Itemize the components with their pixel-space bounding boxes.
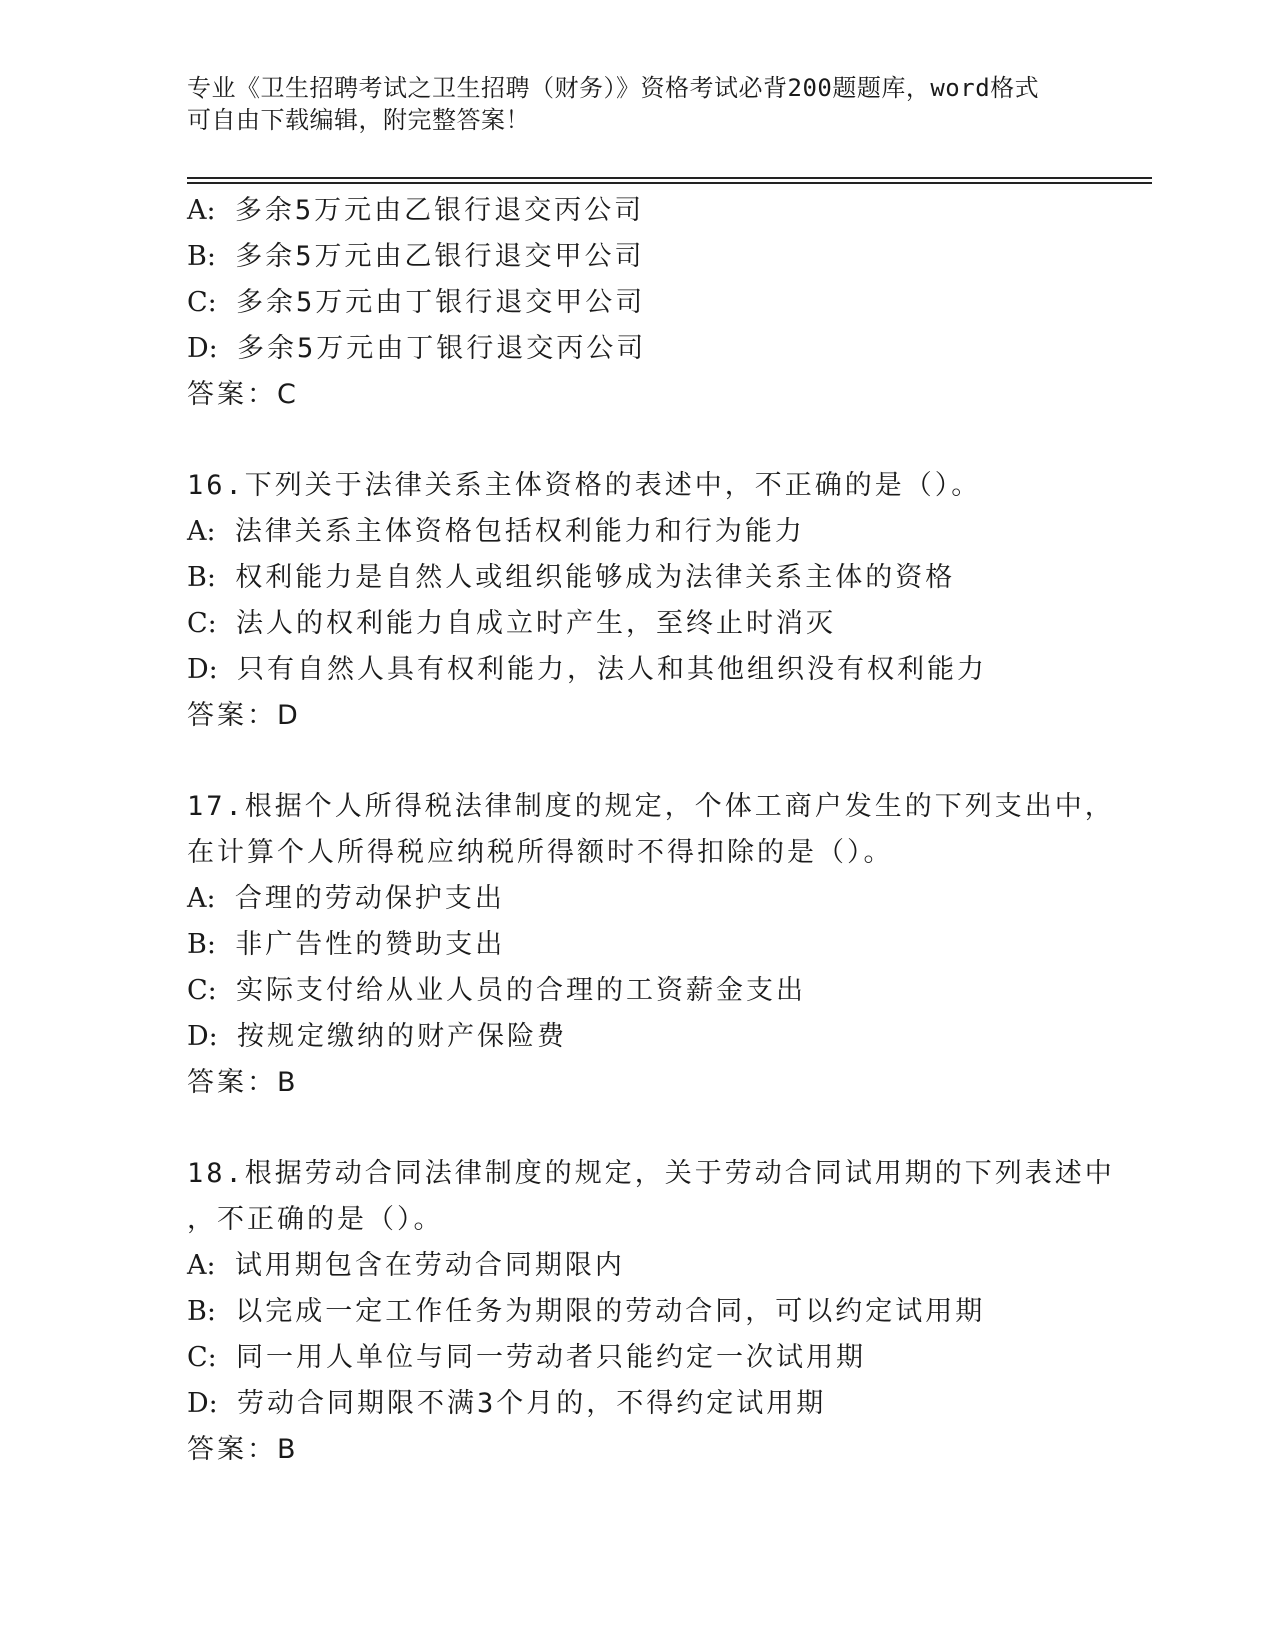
answer: 答案：B — [187, 1434, 299, 1465]
question-text: 16.下列关于法律关系主体资格的表述中，不正确的是（）。 — [187, 470, 982, 501]
question-block-17 — [187, 784, 1187, 1106]
option-d: D: 多余5万元由丁银行退交丙公司 — [187, 333, 647, 364]
option-b: B: 以完成一定工作任务为期限的劳动合同，可以约定试用期 — [187, 1296, 986, 1327]
question-block-16 — [187, 463, 1187, 739]
option-c: C: 实际支付给从业人员的合理的工资薪金支出 — [187, 975, 807, 1006]
header-line-2: 可自由下载编辑，附完整答案！ — [187, 106, 530, 134]
answer: 答案：C — [187, 379, 299, 410]
header-rule-bottom — [187, 182, 1152, 184]
option-c: C: 多余5万元由丁银行退交甲公司 — [187, 287, 646, 318]
option-a: A: 试用期包含在劳动合同期限内 — [187, 1250, 625, 1281]
option-a: A: 法律关系主体资格包括权利能力和行为能力 — [187, 516, 805, 547]
question-text-line-2: ，不正确的是（）。 — [187, 1204, 444, 1235]
option-a: A: 合理的劳动保护支出 — [187, 883, 505, 914]
question-text-line-1: 18.根据劳动合同法律制度的规定，关于劳动合同试用期的下列表述中 — [187, 1158, 1115, 1189]
question-block-15 — [187, 188, 1187, 418]
option-c: C: 同一用人单位与同一劳动者只能约定一次试用期 — [187, 1342, 867, 1373]
option-b: B: 权利能力是自然人或组织能够成为法律关系主体的资格 — [187, 562, 956, 593]
option-d: D: 只有自然人具有权利能力，法人和其他组织没有权利能力 — [187, 654, 988, 685]
question-block-18 — [187, 1151, 1187, 1473]
option-b: B: 非广告性的赞助支出 — [187, 929, 506, 960]
option-d: D: 按规定缴纳的财产保险费 — [187, 1021, 568, 1052]
question-list — [187, 188, 1187, 1473]
answer: 答案：B — [187, 1067, 299, 1098]
question-text-line-2: 在计算个人所得税应纳税所得额时不得扣除的是（）。 — [187, 837, 894, 868]
header-rule-top — [187, 177, 1152, 179]
option-b: B: 多余5万元由乙银行退交甲公司 — [187, 241, 645, 272]
answer: 答案：D — [187, 700, 301, 731]
document-header — [187, 72, 1087, 136]
header-line-1: 专业《卫生招聘考试之卫生招聘（财务）》资格考试必背200题题库，word格式 — [187, 74, 1040, 102]
option-a: A: 多余5万元由乙银行退交丙公司 — [187, 195, 645, 226]
option-c: C: 法人的权利能力自成立时产生，至终止时消灭 — [187, 608, 837, 639]
question-text-line-1: 17.根据个人所得税法律制度的规定，个体工商户发生的下列支出中， — [187, 791, 1115, 822]
option-d: D: 劳动合同期限不满3个月的，不得约定试用期 — [187, 1388, 827, 1419]
